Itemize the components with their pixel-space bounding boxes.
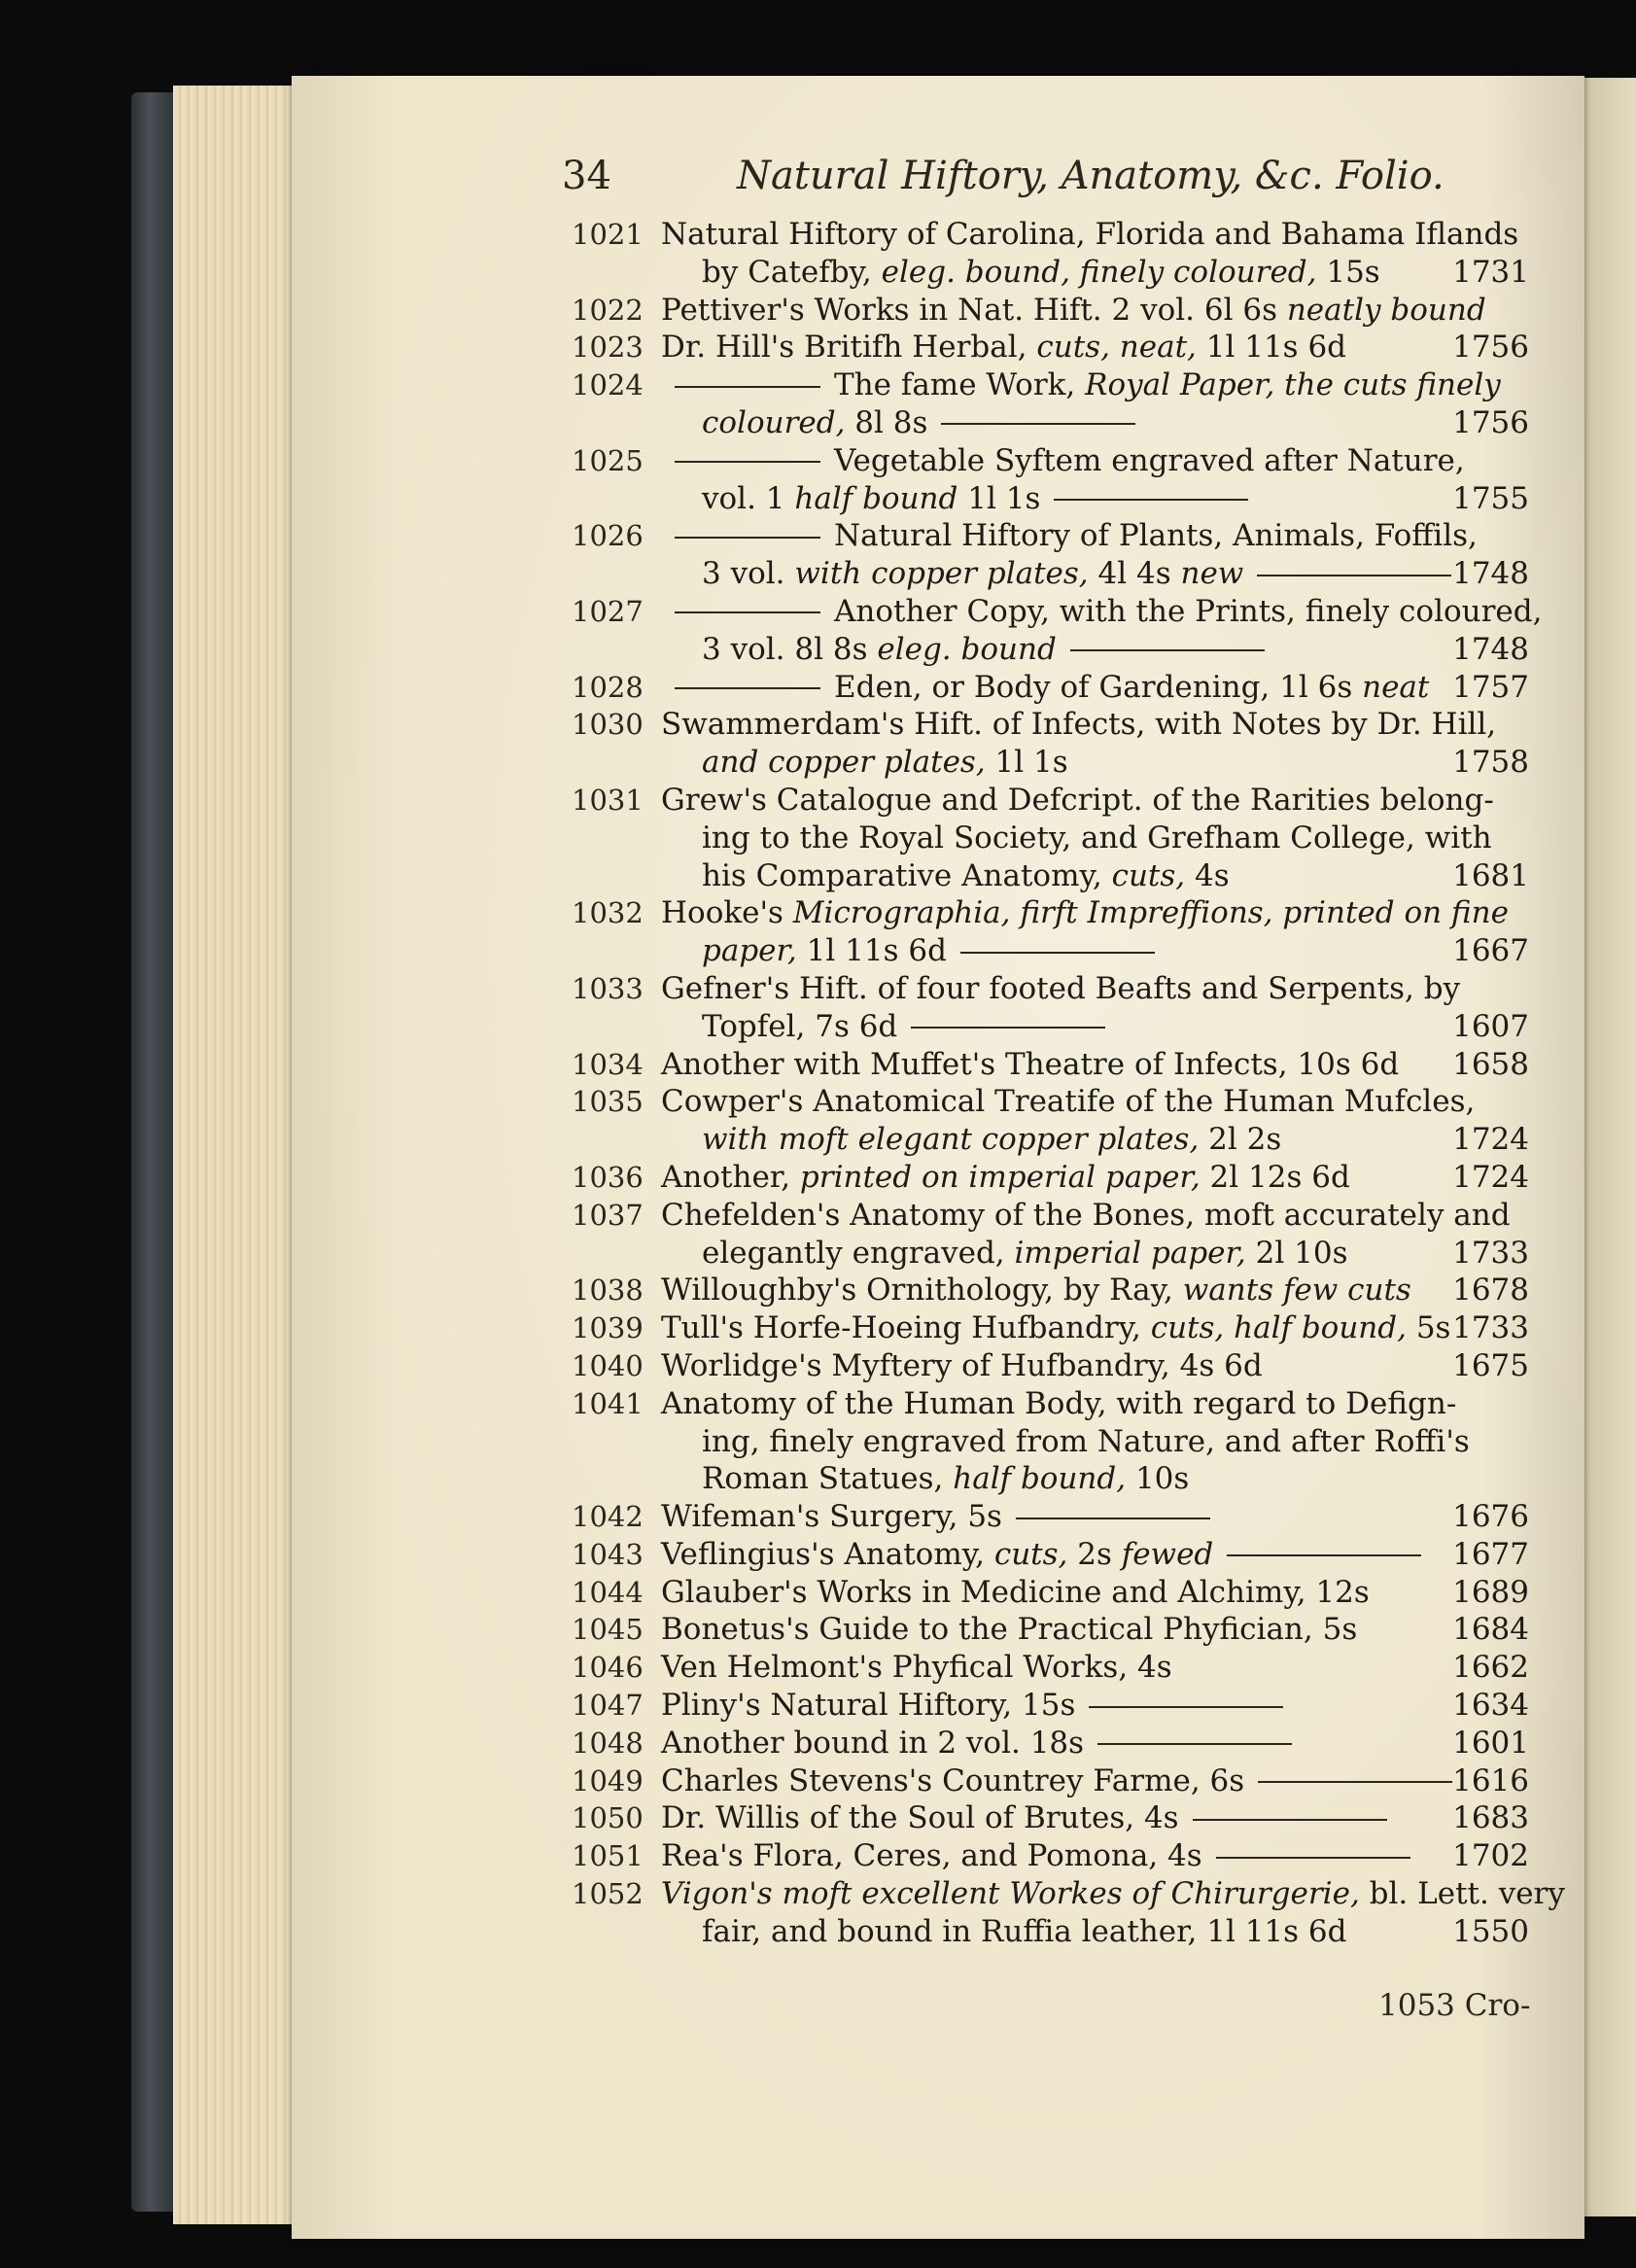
entry-line [572, 857, 1529, 895]
publication-year: 1675 [1452, 1347, 1529, 1383]
entry-line [572, 216, 1529, 254]
lot-number: 1046 [572, 1651, 644, 1685]
entry-line [572, 1385, 1529, 1423]
catalogue-entry [572, 1762, 1529, 1800]
roman-text: Veflingius's Anatomy, [661, 1536, 994, 1572]
publication-year: 1681 [1452, 857, 1529, 893]
catalogue-entry [572, 1837, 1529, 1875]
entry-line [572, 1309, 1529, 1347]
lot-number: 1023 [572, 331, 644, 365]
roman-text: 1l 1s [985, 745, 1068, 781]
entry-line [572, 480, 1529, 518]
entry-line [572, 1725, 1529, 1762]
lot-number: 1021 [572, 218, 644, 251]
entry-line [572, 1423, 1529, 1461]
roman-text: Eden, or Body of Gardening, 1l 6s [834, 669, 1363, 705]
publication-year: 1607 [1452, 1008, 1529, 1044]
roman-text: Pettiver's Works in Nat. Hift. 2 vol. 6l 6s [661, 292, 1287, 328]
entry-text [702, 480, 1262, 518]
entry-text [661, 517, 1478, 555]
catalogue-entry [572, 669, 1529, 707]
entry-line [572, 329, 1529, 366]
catalogue-entry [572, 1611, 1529, 1649]
entry-line [572, 555, 1529, 593]
entry-line [572, 254, 1529, 292]
publication-year: 1677 [1452, 1536, 1529, 1572]
publication-year: 1683 [1452, 1800, 1529, 1836]
lot-number: 1031 [572, 783, 644, 817]
entry-line [572, 1913, 1529, 1951]
entry-text [661, 1875, 1565, 1913]
lot-number: 1025 [572, 443, 644, 477]
entry-line [572, 669, 1529, 707]
publication-year: 1678 [1452, 1273, 1529, 1308]
italic-text: Micrographia, firft Impreffions, printed on fine [792, 895, 1509, 931]
publication-year: 1684 [1452, 1612, 1529, 1648]
roman-text: 2l 10s [1245, 1235, 1348, 1271]
roman-text: Pliny's Natural Hiftory, 15s [661, 1688, 1076, 1724]
catalogue-entry [572, 1083, 1529, 1159]
publication-year: 1724 [1452, 1159, 1529, 1195]
entry-line [572, 631, 1529, 669]
publication-year: 1733 [1452, 1235, 1529, 1271]
lot-number: 1034 [572, 1047, 644, 1081]
entry-line [572, 1687, 1529, 1725]
entry-line [572, 404, 1529, 442]
entry-text [661, 1725, 1305, 1762]
roman-text: Another Copy, with the Prints, finely coloured, [834, 593, 1543, 629]
entry-line [572, 1046, 1529, 1084]
entry-line [572, 1347, 1529, 1385]
lot-number: 1039 [572, 1311, 644, 1345]
catalogue-entry [572, 782, 1529, 894]
entry-line [572, 1837, 1529, 1875]
roman-text: Vegetable Syftem engraved after Nature, [834, 442, 1465, 478]
italic-text: half bound [794, 480, 958, 516]
italic-text: paper, [702, 933, 797, 969]
lot-number: 1033 [572, 971, 644, 1005]
publication-year: 1756 [1452, 404, 1529, 440]
publication-year: 1757 [1452, 669, 1529, 705]
roman-text: Bonetus's Guide to the Practical Phyfician, 5s [661, 1612, 1358, 1648]
lot-number: 1042 [572, 1500, 644, 1534]
entry-text [702, 857, 1230, 895]
lot-number: 1037 [572, 1198, 644, 1232]
italic-text: with copper plates, [794, 556, 1089, 592]
italic-text: eleg. bound, finely coloured, [881, 254, 1317, 290]
publication-year: 1731 [1452, 254, 1529, 290]
entry-line [572, 782, 1529, 820]
entry-line [572, 820, 1529, 857]
roman-text: Gefner's Hift. of four footed Beafts and Serpents, by [661, 970, 1461, 1006]
lot-number: 1028 [572, 670, 644, 704]
rule-dash [675, 611, 820, 613]
roman-text: Another, [661, 1159, 800, 1195]
roman-text: Worlidge's Myftery of Hufbandry, 4s 6d [661, 1347, 1263, 1383]
italic-text: half bound, [953, 1461, 1127, 1497]
publication-year: 1733 [1452, 1310, 1529, 1346]
catalogue-entry [572, 1309, 1529, 1347]
running-head [562, 154, 1514, 212]
rule-dash [675, 386, 820, 388]
entry-line [572, 366, 1529, 404]
entry-text [661, 442, 1465, 480]
roman-text: 2l 12s 6d [1200, 1159, 1350, 1195]
italic-text: fewed [1121, 1536, 1214, 1572]
lot-number: 1051 [572, 1839, 644, 1873]
lot-number: 1026 [572, 519, 644, 553]
entry-line [572, 706, 1529, 744]
roman-text: by Catefby, [702, 254, 882, 290]
entry-line [572, 517, 1529, 555]
lot-number: 1035 [572, 1085, 644, 1119]
lot-number: 1022 [572, 293, 644, 327]
rule-dash [1070, 649, 1265, 651]
italic-text: cuts, neat, [1036, 330, 1197, 366]
lot-number: 1044 [572, 1575, 644, 1609]
roman-text: Swammerdam's Hift. of Infects, with Notes by Dr. Hill, [661, 707, 1497, 743]
book-spine-edge [131, 92, 178, 2212]
entry-text [702, 1913, 1347, 1951]
entry-text [661, 1046, 1399, 1084]
rule-dash [1227, 1554, 1421, 1556]
entry-line [572, 593, 1543, 631]
rule-dash [1016, 1518, 1210, 1519]
catalogue-entry [572, 1498, 1529, 1536]
italic-text: and copper plates, [702, 745, 986, 781]
catalogue-entry [572, 1272, 1529, 1309]
entry-line [572, 1121, 1529, 1159]
entry-text [661, 706, 1496, 744]
catalogue-entry [572, 894, 1529, 970]
lot-number: 1032 [572, 896, 644, 930]
entry-text [661, 1197, 1511, 1235]
roman-text: Cowper's Anatomical Treatife of the Human Mufcles, [661, 1084, 1476, 1120]
roman-text: Grew's Catalogue and Defcript. of the Rarities belong- [661, 782, 1494, 818]
roman-text: Dr. Hill's Britifh Herbal, [661, 330, 1037, 366]
roman-text: Ven Helmont's Phyfical Works, 4s [661, 1650, 1172, 1686]
rule-dash [1089, 1706, 1283, 1708]
publication-year: 1756 [1452, 330, 1529, 366]
entry-line [572, 1611, 1529, 1649]
catalogue-entry [572, 442, 1529, 518]
italic-text: cuts, [993, 1536, 1068, 1572]
roman-text: Glauber's Works in Medicine and Alchimy, 12s [661, 1574, 1370, 1610]
roman-text: 10s [1126, 1461, 1190, 1497]
roman-text: Another bound in 2 vol. 18s [661, 1725, 1085, 1761]
entry-text [661, 1574, 1370, 1612]
roman-text: 1l 1s [957, 480, 1041, 516]
roman-text: 8l 8s [845, 404, 928, 440]
entry-line [572, 1235, 1529, 1273]
entry-text [661, 1498, 1224, 1536]
entry-text [702, 744, 1068, 782]
entry-line [572, 1574, 1529, 1612]
lot-number: 1038 [572, 1274, 644, 1308]
entry-text [702, 1235, 1348, 1273]
italic-text: printed on imperial paper, [799, 1159, 1201, 1195]
publication-year: 1748 [1452, 631, 1529, 667]
running-title: Natural Hiftory, Anatomy, &c. Folio. [737, 154, 1445, 198]
entry-text [661, 1799, 1401, 1837]
publication-year: 1601 [1452, 1725, 1529, 1761]
catalogue-entry [572, 593, 1543, 669]
entry-text [702, 1008, 1119, 1046]
entry-text [661, 1083, 1475, 1121]
entry-line [572, 894, 1529, 932]
roman-text: 1l 11s 6d [796, 933, 947, 969]
publication-year: 1550 [1452, 1913, 1529, 1949]
publication-year: 1676 [1452, 1499, 1529, 1535]
entry-line [572, 1875, 1565, 1913]
roman-text: 5s [1406, 1310, 1451, 1346]
roman-text: Roman Statues, [702, 1461, 954, 1497]
entry-text [661, 1347, 1263, 1385]
entry-text [702, 631, 1278, 669]
roman-text: Wifeman's Surgery, 5s [661, 1499, 1002, 1535]
roman-text: fair, and bound in Ruffia leather, 1l 11s 6d [702, 1913, 1347, 1949]
italic-text: imperial paper, [1014, 1235, 1246, 1271]
roman-text: 3 vol. 8l 8s [702, 631, 878, 667]
catalogue-entry [572, 1159, 1529, 1197]
entry-line [572, 1159, 1529, 1197]
page-number: 34 [562, 154, 611, 198]
lot-number: 1040 [572, 1348, 644, 1382]
publication-year: 1667 [1452, 933, 1529, 969]
catalogue-entry [572, 292, 1529, 330]
roman-text: Dr. Willis of the Soul of Brutes, 4s [661, 1800, 1179, 1836]
roman-text: Anatomy of the Human Body, with regard to Defign- [661, 1385, 1457, 1421]
italic-text: cuts, [1111, 857, 1186, 893]
roman-text: 4l 4s [1088, 556, 1181, 592]
entry-text [661, 1159, 1350, 1197]
entry-line [572, 970, 1529, 1008]
publication-year: 1662 [1452, 1650, 1529, 1686]
italic-text: neat [1362, 669, 1430, 705]
entry-text [702, 1423, 1470, 1461]
lot-number: 1052 [572, 1877, 644, 1911]
entry-text [661, 292, 1486, 330]
catalogue-entry [572, 1725, 1529, 1762]
lot-number: 1030 [572, 708, 644, 742]
catalogue-entry [572, 1536, 1529, 1574]
entry-text [702, 1460, 1189, 1498]
entry-line [572, 1649, 1529, 1687]
roman-text: Willoughby's Ornithology, by Ray, [661, 1273, 1183, 1308]
entry-line [572, 442, 1529, 480]
publication-year: 1748 [1452, 556, 1529, 592]
entry-text [702, 254, 1380, 292]
italic-text: coloured, [702, 404, 846, 440]
roman-text: his Comparative Anatomy, [702, 857, 1112, 893]
entry-line [572, 1799, 1529, 1837]
publication-year: 1702 [1452, 1838, 1529, 1874]
roman-text: Charles Stevens's Countrey Farme, 6s [661, 1762, 1245, 1798]
roman-text: 2l 2s [1199, 1122, 1282, 1158]
italic-text: Vigon's moft excellent Workes of Chirurgerie, [661, 1876, 1360, 1912]
entry-text [661, 669, 1429, 707]
roman-text: 4s [1185, 857, 1230, 893]
entry-text [661, 1837, 1424, 1875]
italic-text: wants few cuts [1182, 1273, 1411, 1308]
catalogue-entry [572, 1574, 1529, 1612]
entry-line [572, 1460, 1529, 1498]
roman-text: Chefelden's Anatomy of the Bones, moft accurately and [661, 1197, 1511, 1233]
roman-text: Another with Muffet's Theatre of Infects, 10s 6d [661, 1046, 1400, 1082]
entry-line [572, 1197, 1529, 1235]
lot-number: 1024 [572, 368, 644, 402]
entry-text [661, 1272, 1411, 1309]
publication-year: 1724 [1452, 1122, 1529, 1158]
italic-text: Royal Paper, the cuts finely [1085, 367, 1501, 403]
catalogue-entry [572, 366, 1529, 442]
entry-line [572, 1083, 1529, 1121]
entry-text [702, 820, 1492, 857]
lot-number: 1050 [572, 1801, 644, 1835]
lot-number: 1036 [572, 1160, 644, 1194]
roman-text: bl. Lett. very [1359, 1876, 1565, 1912]
entry-text [702, 404, 1149, 442]
roman-text: Rea's Flora, Ceres, and Pomona, 4s [661, 1838, 1202, 1874]
roman-text: Hooke's [661, 895, 793, 931]
entry-line [572, 1536, 1529, 1574]
entry-text [661, 1649, 1172, 1687]
lot-number: 1047 [572, 1689, 644, 1723]
entry-text [702, 932, 1168, 970]
entry-line [572, 744, 1529, 782]
catalogue-entry [572, 1347, 1529, 1385]
catalogue-entry [572, 1385, 1529, 1498]
entry-line [572, 292, 1529, 330]
rule-dash [675, 687, 820, 689]
publication-year: 1755 [1452, 480, 1529, 516]
rule-dash [1097, 1743, 1292, 1745]
catalogue-entry [572, 706, 1529, 782]
catchword: 1053 Cro- [1378, 1988, 1531, 2023]
entry-text [661, 366, 1501, 404]
roman-text: vol. 1 [702, 480, 795, 516]
entry-line [572, 1008, 1529, 1046]
catalogue-entry [572, 970, 1529, 1046]
catalogue-entry [572, 517, 1529, 593]
roman-text: elegantly engraved, [702, 1235, 1015, 1271]
lot-number: 1045 [572, 1613, 644, 1647]
rule-dash [1216, 1857, 1410, 1859]
entry-text [661, 1611, 1357, 1649]
catalogue-entry [572, 1197, 1529, 1273]
entry-text [661, 1536, 1435, 1574]
roman-text: 2s [1067, 1536, 1122, 1572]
entry-line [572, 1762, 1529, 1800]
lot-number: 1041 [572, 1386, 644, 1420]
roman-text: ing, finely engraved from Nature, and after Roffi's [702, 1423, 1470, 1459]
entry-text [661, 216, 1518, 254]
catalogue-entry [572, 1649, 1529, 1687]
rule-dash [960, 952, 1155, 954]
entry-text [661, 1687, 1297, 1725]
italic-text: new [1180, 556, 1244, 592]
lot-number: 1043 [572, 1537, 644, 1571]
facing-page-edge [1584, 78, 1636, 2216]
entry-text [661, 593, 1542, 631]
roman-text: ing to the Royal Society, and Grefham College, with [702, 820, 1492, 855]
publication-year: 1758 [1452, 745, 1529, 781]
publication-year: 1689 [1452, 1574, 1529, 1610]
rule-dash [1054, 499, 1248, 501]
catalogue-entries [572, 216, 1565, 1951]
italic-text: eleg. bound [877, 631, 1057, 667]
catalogue-entry [572, 216, 1529, 292]
entry-text [661, 894, 1509, 932]
roman-text: 1l 11s 6d [1196, 330, 1347, 366]
rule-dash [941, 423, 1135, 425]
italic-text: neatly bound [1286, 292, 1486, 328]
roman-text: Tull's Horfe-Hoeing Hufbandry, [661, 1310, 1151, 1346]
lot-number: 1027 [572, 594, 644, 628]
catalogue-entry [572, 1687, 1529, 1725]
italic-text: with moft elegant copper plates, [702, 1122, 1200, 1158]
rule-dash [1193, 1819, 1387, 1821]
italic-text: cuts, half bound, [1150, 1310, 1407, 1346]
roman-text: 3 vol. [702, 556, 795, 592]
entry-line [572, 1498, 1529, 1536]
roman-text: Topfel, 7s 6d [702, 1008, 898, 1044]
roman-text: Natural Hiftory of Plants, Animals, Foffils, [834, 518, 1478, 554]
publication-year: 1658 [1452, 1046, 1529, 1082]
rule-dash [675, 461, 820, 463]
catalogue-entry [572, 329, 1529, 366]
rule-dash [675, 537, 820, 539]
entry-text [661, 1762, 1466, 1800]
entry-text [702, 555, 1465, 593]
entry-line [572, 1272, 1529, 1309]
rule-dash [1258, 1781, 1452, 1783]
entry-text [661, 782, 1494, 820]
entry-text [661, 1309, 1450, 1347]
catalogue-entry [572, 1875, 1565, 1951]
catalogue-entry [572, 1046, 1529, 1084]
entry-text [661, 970, 1460, 1008]
catalogue-entry [572, 1799, 1529, 1837]
entry-text [661, 1385, 1456, 1423]
rule-dash [911, 1027, 1105, 1029]
publication-year: 1634 [1452, 1688, 1529, 1724]
lot-number: 1048 [572, 1726, 644, 1760]
entry-text [661, 329, 1346, 366]
entry-line [572, 932, 1529, 970]
entry-text [702, 1121, 1281, 1159]
rule-dash [1257, 575, 1451, 576]
roman-text: 15s [1316, 254, 1380, 290]
roman-text: The fame Work, [834, 367, 1086, 403]
lot-number: 1049 [572, 1763, 644, 1797]
roman-text: Natural Hiftory of Carolina, Florida and Bahama Iflands [661, 217, 1519, 252]
publication-year: 1616 [1452, 1762, 1529, 1798]
